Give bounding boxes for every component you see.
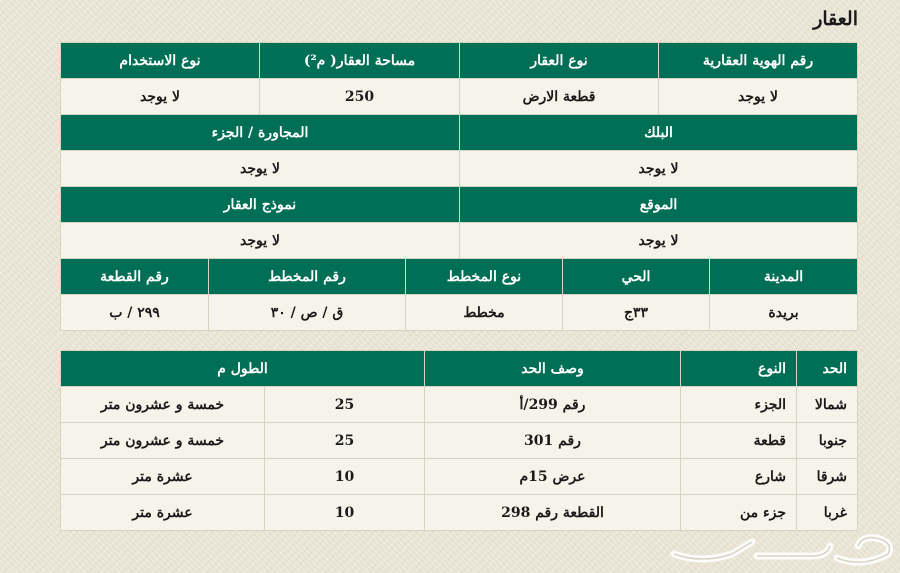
boundary-description: عرض 15م	[425, 459, 681, 495]
header-plan-type: نوع المخطط	[406, 259, 563, 295]
value-property-model: لا يوجد	[61, 223, 460, 259]
property-info-table	[60, 42, 858, 115]
value-block: لا يوجد	[460, 151, 858, 187]
boundary-length-words: عشرة متر	[61, 495, 265, 531]
header-length: الطول م	[61, 351, 425, 387]
header-block: البلك	[460, 115, 858, 151]
header-city: المدينة	[710, 259, 858, 295]
block-table	[60, 114, 858, 187]
value-property-id: لا يوجد	[659, 79, 858, 115]
table-row	[61, 423, 858, 459]
plan-table	[60, 258, 858, 331]
header-usage-type: نوع الاستخدام	[61, 43, 260, 79]
header-plan-number: رقم المخطط	[209, 259, 406, 295]
value-location: لا يوجد	[460, 223, 858, 259]
value-property-area: 250	[260, 79, 460, 115]
value-plan-number: ق / ص / ٣٠	[209, 295, 406, 331]
value-plan-type: مخطط	[406, 295, 563, 331]
boundaries-table	[60, 350, 858, 531]
boundary-length: 10	[265, 495, 425, 531]
haraj-watermark-logo	[662, 524, 898, 570]
value-district: ٣٣ج	[563, 295, 710, 331]
boundary-type: جزء من	[681, 495, 797, 531]
boundary-side: غربا	[797, 495, 858, 531]
value-usage-type: لا يوجد	[61, 79, 260, 115]
boundary-length-words: خمسة و عشرون متر	[61, 423, 265, 459]
boundary-description: رقم 301	[425, 423, 681, 459]
header-boundary: الحد	[797, 351, 858, 387]
value-plot-number: ٢٩٩ / ب	[61, 295, 209, 331]
page-title: العقار	[813, 8, 858, 30]
header-boundary-type: النوع	[681, 351, 797, 387]
boundary-description: رقم 299/أ	[425, 387, 681, 423]
header-property-area: مساحة العقار( م²)	[260, 43, 460, 79]
header-property-type: نوع العقار	[460, 43, 659, 79]
boundary-side: جنوبا	[797, 423, 858, 459]
table-row	[61, 387, 858, 423]
location-table	[60, 186, 858, 259]
header-adjacent-part: المجاورة / الجزء	[61, 115, 460, 151]
header-plot-number: رقم القطعة	[61, 259, 209, 295]
boundary-length-words: خمسة و عشرون متر	[61, 387, 265, 423]
boundary-side: شمالا	[797, 387, 858, 423]
header-property-model: نموذج العقار	[61, 187, 460, 223]
boundary-type: شارع	[681, 459, 797, 495]
value-adjacent-part: لا يوجد	[61, 151, 460, 187]
table-row	[61, 459, 858, 495]
value-property-type: قطعة الارض	[460, 79, 659, 115]
boundary-description: القطعة رقم 298	[425, 495, 681, 531]
header-location: الموقع	[460, 187, 858, 223]
boundary-length-words: عشرة متر	[61, 459, 265, 495]
boundary-length: 25	[265, 423, 425, 459]
header-district: الحي	[563, 259, 710, 295]
boundary-length: 10	[265, 459, 425, 495]
boundary-side: شرقا	[797, 459, 858, 495]
boundary-type: قطعة	[681, 423, 797, 459]
header-property-id: رقم الهوية العقارية	[659, 43, 858, 79]
boundary-type: الجزء	[681, 387, 797, 423]
boundary-length: 25	[265, 387, 425, 423]
value-city: بريدة	[710, 295, 858, 331]
header-boundary-description: وصف الحد	[425, 351, 681, 387]
